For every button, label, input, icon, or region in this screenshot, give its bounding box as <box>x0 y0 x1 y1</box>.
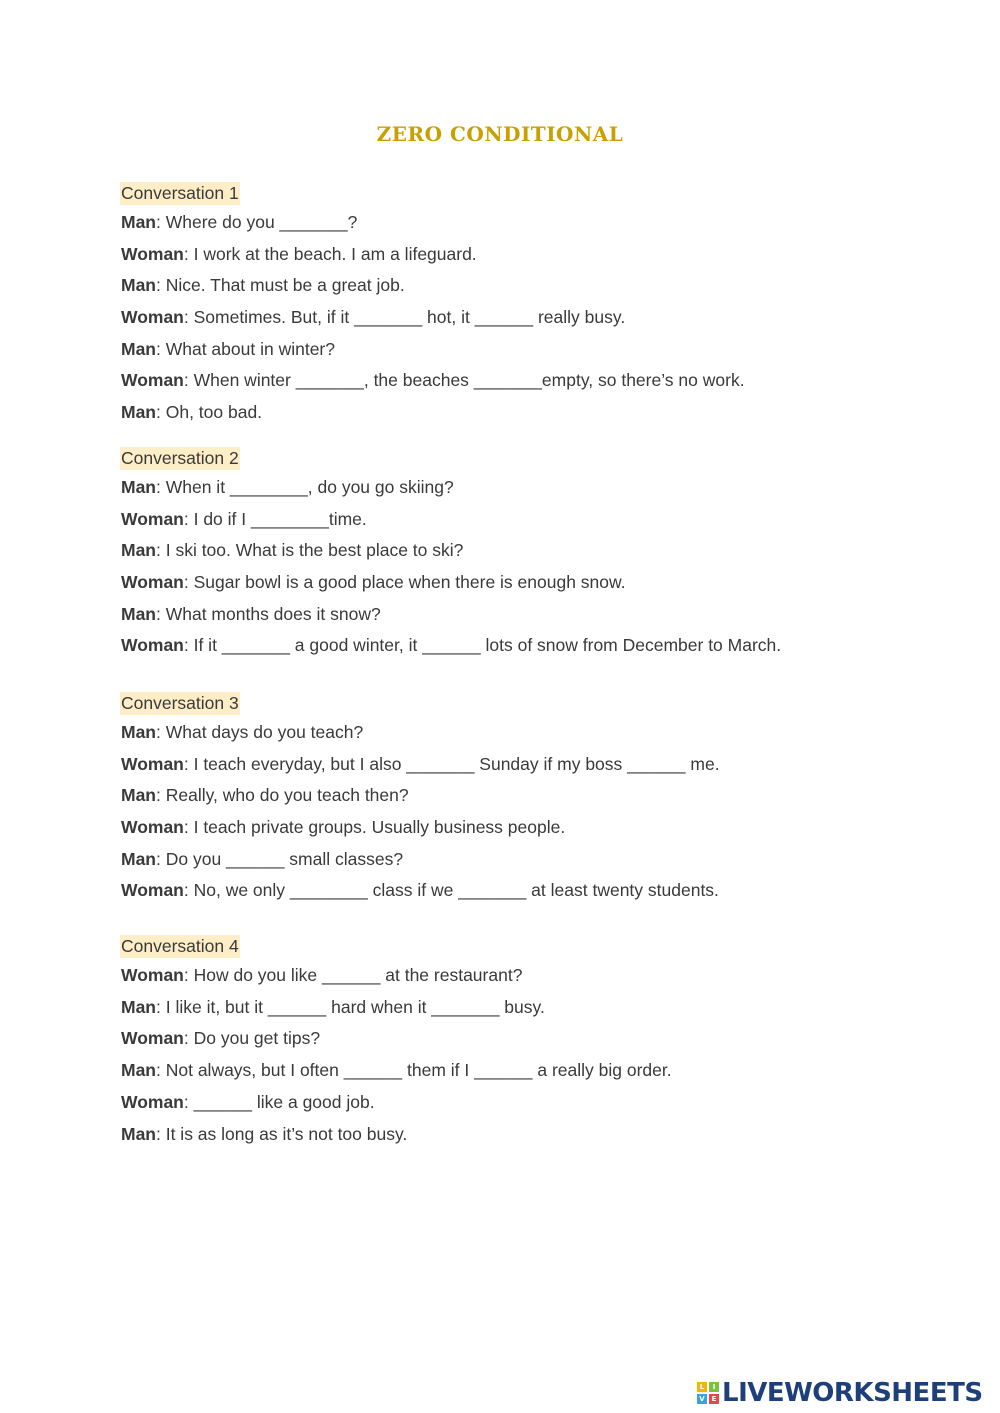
logo-text: LIVEWORKSHEETS <box>722 1378 983 1408</box>
dialogue-line <box>121 504 881 536</box>
dialogue-line <box>121 992 881 1024</box>
dialogue-text: : Do you get tips? <box>183 1028 321 1049</box>
dialogue-line <box>121 302 881 334</box>
dialogue-text: : It is as long as it’s not too busy. <box>156 1123 408 1144</box>
speaker-label: Woman <box>121 243 184 264</box>
conversation-heading: Conversation 2 <box>121 447 239 468</box>
speaker-label: Woman <box>121 1028 184 1049</box>
dialogue-text: : When it ________, do you go skiing? <box>156 476 454 497</box>
dialogue-line <box>121 270 881 302</box>
dialogue-text: : Oh, too bad. <box>156 402 263 423</box>
dialogue-text: : Not always, but I often ______ them if I ______ a really big order. <box>156 1060 672 1081</box>
dialogue-line <box>121 599 881 631</box>
dialogue-text: : What months does it snow? <box>156 603 381 624</box>
dialogue-line <box>121 239 881 271</box>
logo-square-v: V <box>697 1394 707 1404</box>
speaker-label: Man <box>121 996 156 1017</box>
dialogue-line <box>121 812 881 844</box>
dialogue-text: : Nice. That must be a great job. <box>156 275 405 296</box>
speaker-label: Man <box>121 1123 156 1144</box>
dialogue-text: : I like it, but it ______ hard when it _______ busy. <box>156 996 545 1017</box>
speaker-label: Woman <box>121 508 184 529</box>
dialogue-text: : If it _______ a good winter, it ______ lots of snow from December to March. <box>183 635 782 656</box>
conversation-2 <box>121 447 881 662</box>
speaker-label: Woman <box>121 880 184 901</box>
dialogue-text: : What about in winter? <box>156 338 335 359</box>
conversation-3 <box>121 692 881 907</box>
worksheet-content <box>121 182 881 1150</box>
dialogue-line <box>121 717 881 749</box>
speaker-label: Man <box>121 540 156 561</box>
dialogue-text: : Sugar bowl is a good place when there is enough snow. <box>183 571 626 592</box>
speaker-label: Woman <box>121 370 184 391</box>
dialogue-text: : I do if I ________time. <box>183 508 367 529</box>
dialogue-line <box>121 875 881 907</box>
conversation-heading: Conversation 1 <box>121 183 239 203</box>
dialogue-line <box>121 397 881 429</box>
dialogue-line <box>121 365 881 397</box>
dialogue-line <box>121 630 881 662</box>
speaker-label: Woman <box>121 817 184 837</box>
dialogue-text: : Really, who do you teach then? <box>156 785 409 806</box>
dialogue-line <box>121 334 881 366</box>
speaker-label: Man <box>121 402 156 423</box>
speaker-label: Woman <box>121 1091 184 1112</box>
speaker-label: Woman <box>121 307 184 328</box>
speaker-label: Man <box>121 603 156 624</box>
dialogue-text: : No, we only ________ class if we _______ at least twenty students. <box>183 880 719 901</box>
dialogue-text: : How do you like ______ at the restaurant? <box>183 965 523 986</box>
page-title: ZERO CONDITIONAL <box>376 122 624 146</box>
dialogue-line <box>121 749 881 781</box>
speaker-label: Man <box>121 275 156 296</box>
dialogue-line <box>121 535 881 567</box>
conversation-1 <box>121 182 881 429</box>
speaker-label: Man <box>121 338 156 359</box>
dialogue-line <box>121 207 881 239</box>
conversation-heading: Conversation 3 <box>121 692 239 713</box>
speaker-label: Woman <box>121 753 184 774</box>
speaker-label: Man <box>121 1060 156 1081</box>
speaker-label: Man <box>121 476 156 497</box>
speaker-label: Man <box>121 721 156 742</box>
dialogue-line <box>121 1119 881 1151</box>
speaker-label: Man <box>121 212 156 232</box>
logo-square-i: I <box>709 1382 719 1392</box>
dialogue-line <box>121 780 881 812</box>
logo-icon <box>697 1382 719 1404</box>
speaker-label: Man <box>121 785 156 806</box>
dialogue-text: : Sometimes. But, if it _______ hot, it ______ really busy. <box>183 307 626 328</box>
dialogue-text: : I work at the beach. I am a lifeguard. <box>183 243 477 264</box>
speaker-label: Woman <box>121 635 184 656</box>
liveworksheets-logo <box>697 1377 983 1409</box>
speaker-label: Woman <box>121 965 184 986</box>
dialogue-line <box>121 960 881 992</box>
dialogue-line <box>121 844 881 876</box>
speaker-label: Man <box>121 848 156 869</box>
dialogue-text: : Where do you _______? <box>156 212 358 232</box>
dialogue-text: : I ski too. What is the best place to ski? <box>156 540 464 561</box>
dialogue-text: : Do you ______ small classes? <box>156 848 404 869</box>
dialogue-line <box>121 1087 881 1119</box>
dialogue-text: : ______ like a good job. <box>183 1091 375 1112</box>
conversation-4 <box>121 935 881 1150</box>
logo-square-e: E <box>709 1394 719 1404</box>
dialogue-line <box>121 567 881 599</box>
dialogue-line <box>121 472 881 504</box>
dialogue-text: : What days do you teach? <box>156 721 364 742</box>
dialogue-text: : When winter _______, the beaches _______empty, so there’s no work. <box>183 370 745 391</box>
dialogue-line <box>121 1055 881 1087</box>
dialogue-text: : I teach private groups. Usually business people. <box>183 817 566 837</box>
logo-square-l: L <box>697 1382 707 1392</box>
speaker-label: Woman <box>121 571 184 592</box>
conversation-heading: Conversation 4 <box>121 936 239 957</box>
dialogue-line <box>121 1023 881 1055</box>
dialogue-text: : I teach everyday, but I also _______ Sunday if my boss ______ me. <box>183 753 720 774</box>
